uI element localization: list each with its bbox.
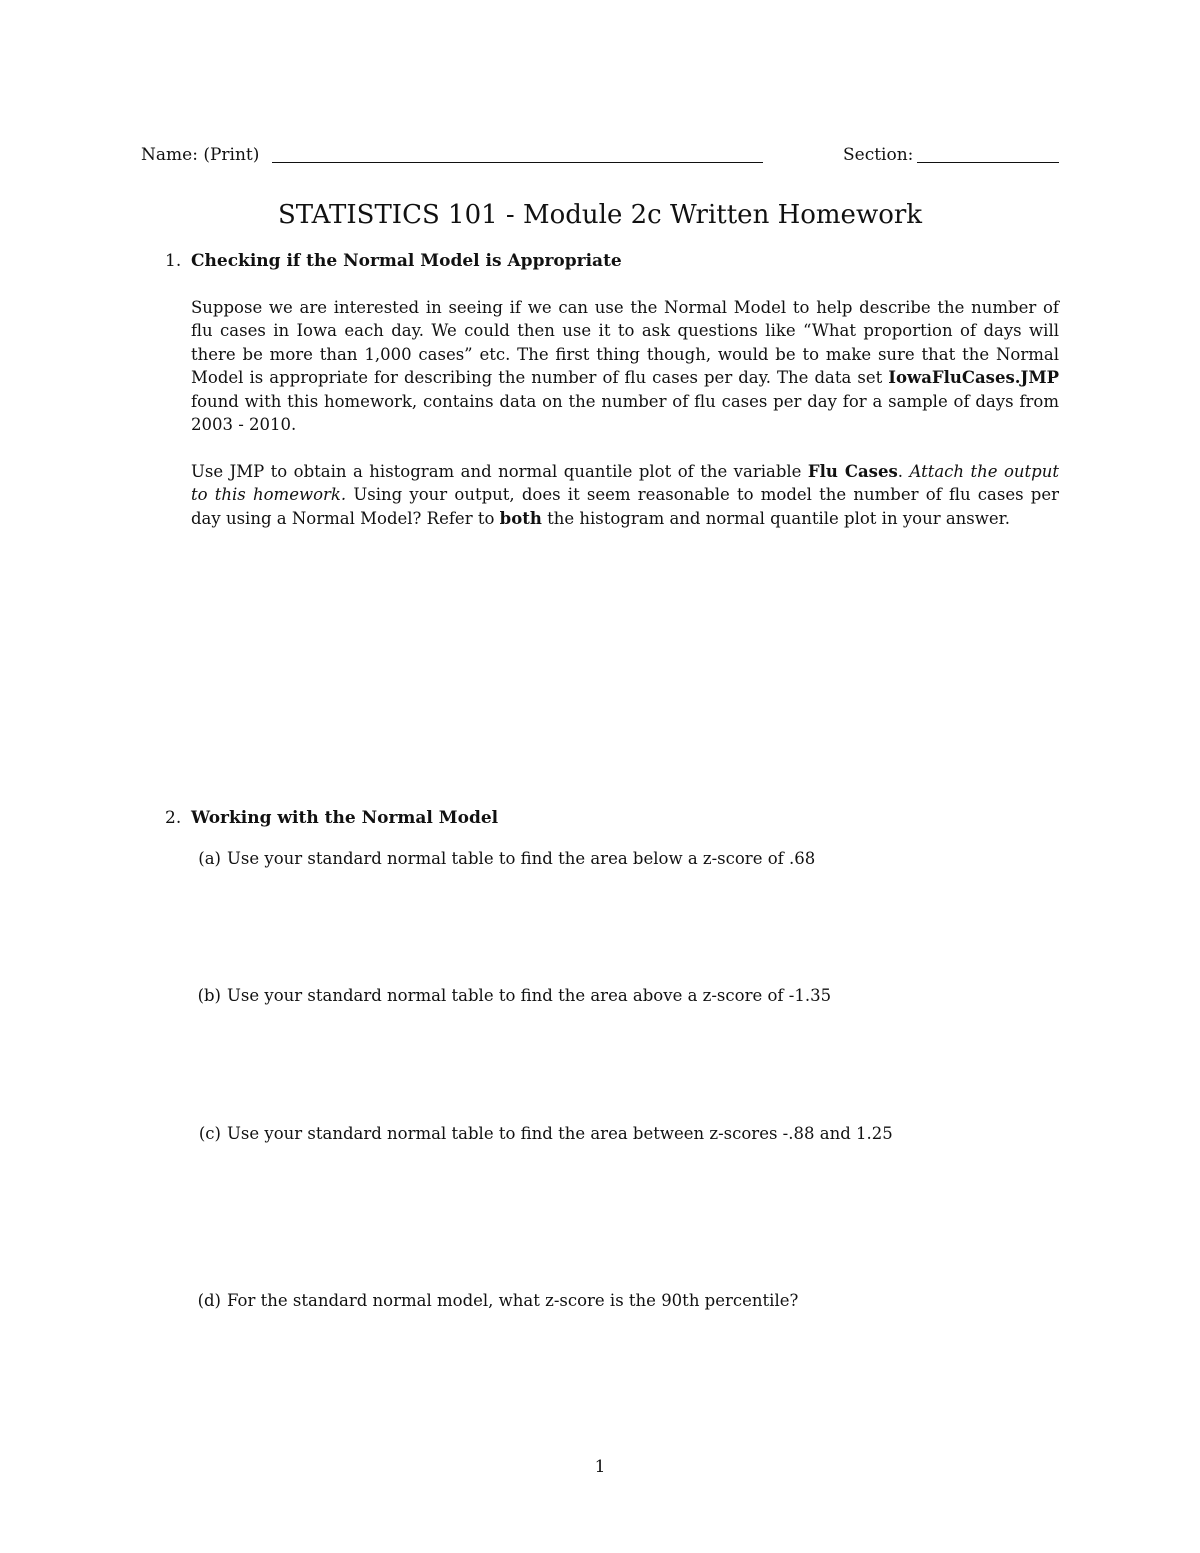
part-d-label: (d) [197, 1291, 221, 1310]
question-1-paragraph-1 [191, 296, 1059, 436]
section-blank-line[interactable] [917, 162, 1059, 163]
q1-both-emphasis: both [499, 508, 542, 528]
name-label: Name: (Print) [141, 145, 260, 165]
q1-para1-text-b: found with this homework, contains data on the number of flu cases per day for a sample of days from 2003 - 2010. [191, 391, 1059, 435]
section-label: Section: [843, 145, 914, 165]
page-number: 1 [594, 1457, 606, 1477]
question-2-number: 2. [165, 808, 182, 828]
part-c-text: Use your standard normal table to find the area between z-scores -.88 and 1.25 [227, 1124, 893, 1143]
q1-para2-text-d: the histogram and normal quantile plot in your answer. [541, 508, 1010, 528]
q1-para1-text-a: Suppose we are interested in seeing if we can use the Normal Model to help describe the number of flu cases in Iowa each day. We could then use it to ask questions like “What proportion of days will there be more than 1,000 cases” etc. The first thing though, would be to make sure that the Normal Model is appropriate for describing the number of flu cases per day. The data set [191, 298, 1059, 388]
q1-attach-instruction: Attach the output to this homework. [191, 462, 1059, 505]
q1-para2-text-a: Use JMP to obtain a histogram and normal quantile plot of the variable [191, 462, 808, 481]
part-a-text: Use your standard normal table to find the area below a z-score of .68 [227, 849, 816, 868]
question-1-heading: Checking if the Normal Model is Appropriate [191, 251, 622, 271]
q1-dataset-name: IowaFluCases.JMP [888, 368, 1059, 388]
part-a-label: (a) [198, 849, 221, 868]
question-2-heading: Working with the Normal Model [191, 808, 499, 828]
part-b-text: Use your standard normal table to find the area above a z-score of -1.35 [227, 986, 832, 1005]
question-2-part-b [181, 986, 831, 1006]
part-b-label: (b) [197, 986, 221, 1005]
question-2-part-a [181, 849, 815, 869]
q1-para2-text-c: Using your output, does it seem reasonable to model the number of flu cases per day using a Normal Model? Refer to [191, 485, 1059, 528]
part-c-label: (c) [198, 1124, 221, 1143]
question-2-part-d [181, 1291, 798, 1311]
q1-variable-name: Flu Cases [807, 462, 898, 481]
name-blank-line[interactable] [272, 162, 763, 163]
part-d-text: For the standard normal model, what z-score is the 90th percentile? [227, 1291, 799, 1310]
page-title: STATISTICS 101 - Module 2c Written Homework [277, 200, 923, 230]
q1-para2-text-b: . [897, 462, 910, 481]
question-2-part-c [181, 1124, 893, 1144]
question-1-paragraph-2 [191, 460, 1059, 530]
question-1-number: 1. [165, 251, 182, 271]
